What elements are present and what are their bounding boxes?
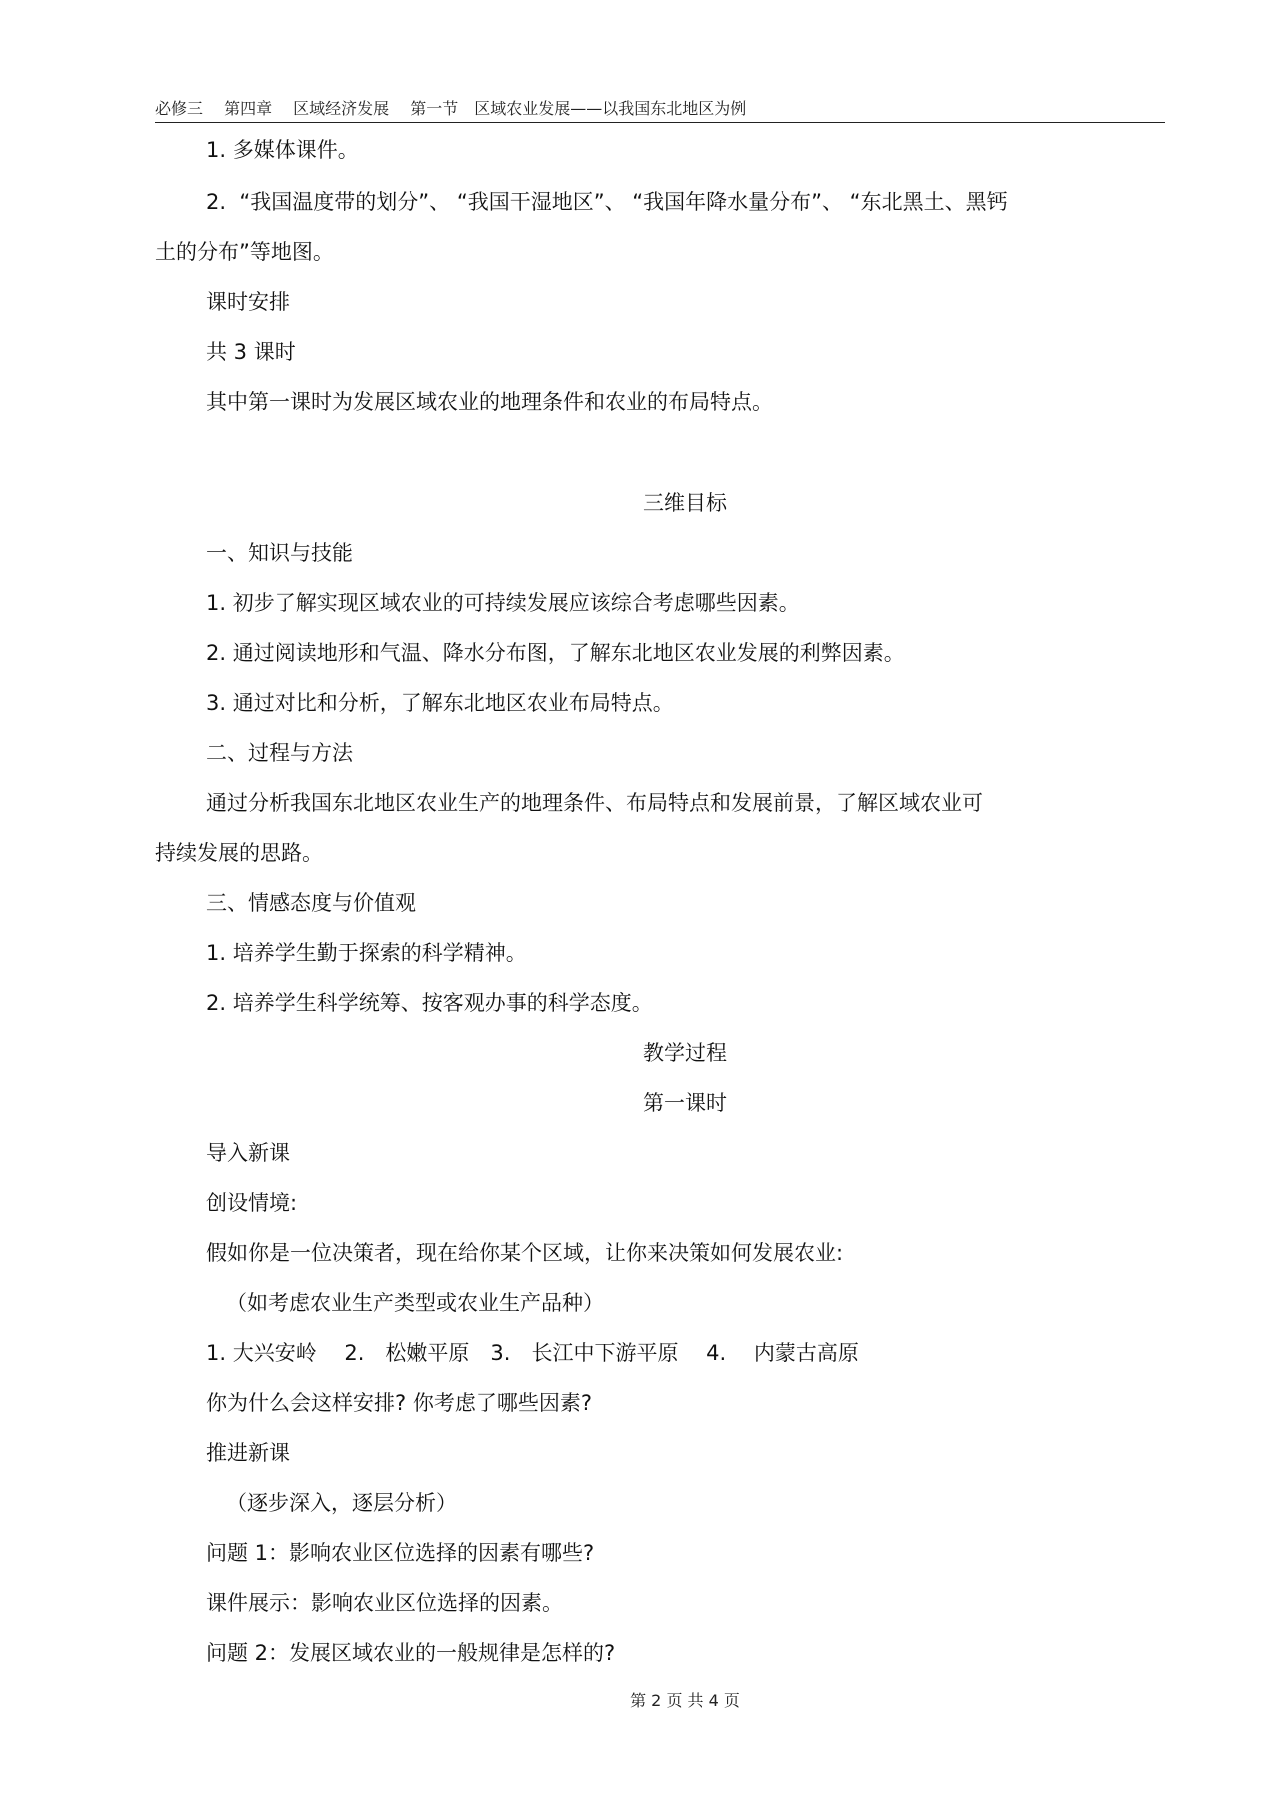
text-line-26: 推进新课 [206, 1441, 290, 1465]
section-title-goals: 三维目标 [643, 491, 727, 515]
text-line-30: 问题 2：发展区域农业的一般规律是怎样的? [206, 1641, 616, 1665]
text-line-2: 2. “我国温度带的划分”、 “我国干湿地区”、 “我国年降水量分布”、 “东北黑土、黑钙 [206, 190, 1008, 214]
text-line-21: 创设情境: [206, 1191, 298, 1215]
section-title-process: 教学过程 [643, 1041, 727, 1065]
text-line-22: 假如你是一位决策者，现在给你某个区域，让你来决策如何发展农业: [206, 1241, 844, 1265]
text-line-3: 土的分布”等地图。 [155, 240, 334, 264]
text-line-16: 1. 培养学生勤于探索的科学精神。 [206, 941, 527, 965]
text-line-23: （如考虑农业生产类型或农业生产品种） [226, 1291, 604, 1315]
text-line-27: （逐步深入，逐层分析） [226, 1491, 457, 1515]
text-line-4: 课时安排 [206, 290, 290, 314]
text-line-10: 2. 通过阅读地形和气温、降水分布图，了解东北地区农业发展的利弊因素。 [206, 641, 905, 665]
text-line-14: 持续发展的思路。 [155, 841, 323, 865]
text-line-15: 三、情感态度与价值观 [206, 891, 416, 915]
header-rule [155, 122, 1165, 123]
text-line-6: 其中第一课时为发展区域农业的地理条件和农业的布局特点。 [206, 390, 773, 414]
text-line-24: 1. 大兴安岭 2. 松嫩平原 3. 长江中下游平原 4. 内蒙古高原 [206, 1341, 859, 1365]
text-line-25: 你为什么会这样安排? 你考虑了哪些因素? [206, 1391, 592, 1415]
text-line-28: 问题 1：影响农业区位选择的因素有哪些? [206, 1541, 595, 1565]
text-line-11: 3. 通过对比和分析，了解东北地区农业布局特点。 [206, 691, 674, 715]
section-title-lesson-one: 第一课时 [643, 1091, 727, 1115]
text-line-1: 1. 多媒体课件。 [206, 138, 359, 162]
page-footer: 第 2 页 共 4 页 [630, 1691, 740, 1710]
page-header: 必修三 第四章 区域经济发展 第一节 区域农业发展——以我国东北地区为例 [155, 99, 747, 118]
text-line-20: 导入新课 [206, 1141, 290, 1165]
text-line-17: 2. 培养学生科学统筹、按客观办事的科学态度。 [206, 991, 653, 1015]
text-line-8: 一、知识与技能 [206, 541, 353, 565]
text-line-9: 1. 初步了解实现区域农业的可持续发展应该综合考虑哪些因素。 [206, 591, 800, 615]
text-line-13: 通过分析我国东北地区农业生产的地理条件、布局特点和发展前景，了解区域农业可 [206, 791, 983, 815]
text-line-12: 二、过程与方法 [206, 741, 353, 765]
text-line-5: 共 3 课时 [206, 340, 296, 364]
text-line-29: 课件展示：影响农业区位选择的因素。 [206, 1591, 563, 1615]
